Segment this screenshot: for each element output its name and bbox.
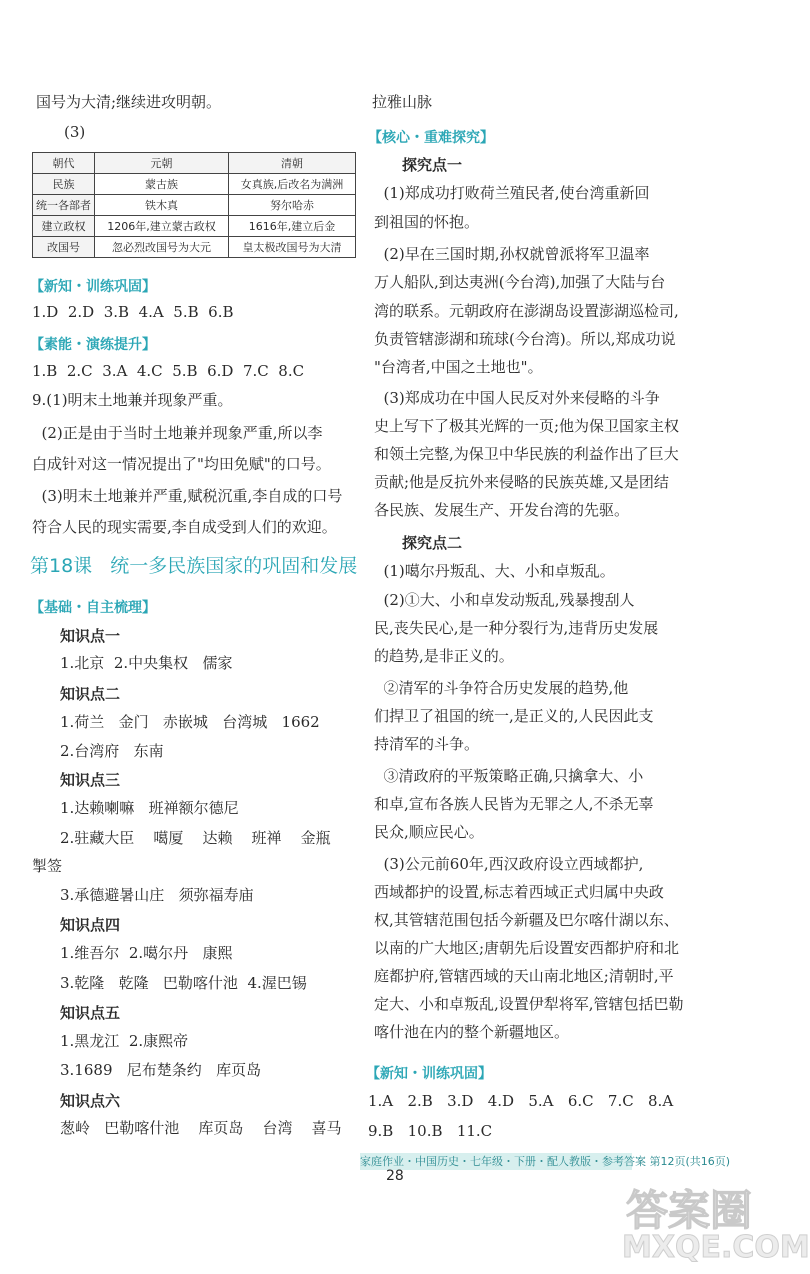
probe-line: 民,丧失民心,是一种分裂行为,违背历史发展 (374, 619, 659, 637)
kp-line: 1.维吾尔 2.噶尔丹 康熙 (60, 944, 233, 962)
probe-line: 各民族、发展生产、开发台湾的先驱。 (374, 501, 630, 519)
probe-line: 史上写下了极其光辉的一页;他为保卫国家主权 (374, 417, 680, 435)
probe-line: (3)公元前60年,西汉政府设立西域都护, (374, 855, 644, 873)
probe-line: 定大、小和卓叛乱,设置伊犁将军,管辖包括巴勒 (374, 995, 684, 1013)
kp-title: 知识点四 (60, 916, 121, 934)
q3-label: (3) (64, 123, 86, 141)
table-cell: 努尔哈赤 (228, 195, 355, 216)
probe-line: ③清政府的平叛策略正确,只擒拿大、小 (374, 767, 644, 785)
watermark-logo-text: 答案圈 (626, 1186, 753, 1235)
probe-line: (1)噶尔丹叛乱、大、小和卓叛乱。 (374, 562, 615, 580)
page-number: 28 (386, 1168, 404, 1184)
probe-line: 喀什池在内的整个新疆地区。 (374, 1023, 570, 1041)
lesson-title: 第18课 统一多民族国家的巩固和发展 (30, 555, 358, 577)
probe-line: 和领土完整,为保卫中华民族的利益作出了巨大 (374, 445, 679, 463)
kp-line: 2.驻藏大臣 噶厦 达赖 班禅 金瓶 (60, 829, 331, 847)
probe-line: (3)郑成功在中国人民反对外来侵略的斗争 (374, 389, 660, 407)
probe-line: 万人船队,到达夷洲(今台湾),加强了大陆与台 (374, 273, 666, 291)
kp-line: 1.北京 2.中央集权 儒家 (60, 654, 233, 672)
table-row (33, 237, 356, 258)
probe-line: 贡献;他是反抗外来侵略的民族英雄,又是团结 (374, 473, 669, 491)
table-cell: 铁木真 (95, 195, 229, 216)
kp-title: 知识点二 (60, 685, 121, 703)
kp-title: 知识点六 (60, 1092, 121, 1110)
top-line: 拉雅山脉 (372, 93, 433, 111)
table-row (33, 195, 356, 216)
kp-line: 1.荷兰 金门 赤嵌城 台湾城 1662 (60, 713, 320, 731)
kp-title: 知识点一 (60, 627, 121, 645)
table-header-cell: 朝代 (33, 153, 95, 174)
comparison-table (32, 152, 356, 258)
table-cell: 皇太极改国号为大清 (228, 237, 355, 258)
page-footer: 家庭作业・中国历史・七年级・下册・配人教版・参考答案 第12页(共16页) (360, 1155, 731, 1168)
answers-line: 1.A 2.B 3.D 4.D 5.A 6.C 7.C 8.A (368, 1092, 674, 1110)
kp-line: 1.黑龙江 2.康熙帝 (60, 1032, 189, 1050)
probe-line: (1)郑成功打败荷兰殖民者,使台湾重新回 (374, 184, 650, 202)
probe-title: 探究点一 (402, 156, 463, 174)
table-cell: 蒙古族 (95, 174, 229, 195)
probe-line: (2)①大、小和卓发动叛乱,残暴搜刮人 (374, 591, 635, 609)
kp-line: 葱岭 巴勒喀什池 库页岛 台湾 喜马 (60, 1119, 342, 1137)
q9-line: 9.(1)明末土地兼并现象严重。 (32, 391, 233, 409)
probe-line: 庭都护府,管辖西域的天山南北地区;清朝时,平 (374, 967, 674, 985)
watermark-logo (618, 1178, 810, 1268)
table-cell: 建立政权 (33, 216, 95, 237)
probe-title: 探究点二 (402, 534, 463, 552)
table-cell: 忽必烈改国号为大元 (95, 237, 229, 258)
section-title-suneng: 【素能・演练提升】 (30, 337, 156, 353)
kp-title: 知识点五 (60, 1004, 121, 1022)
probe-line: 们捍卫了祖国的统一,是正义的,人民因此支 (374, 707, 654, 725)
answers-line: 9.B 10.B 11.C (368, 1122, 493, 1140)
probe-line: "台湾者,中国之土地也"。 (374, 358, 543, 376)
probe-line: 权,其管辖范围包括今新疆及巴尔喀什湖以东、 (374, 911, 679, 929)
answers-xinzhi: 1.D 2.D 3.B 4.A 5.B 6.B (32, 303, 234, 321)
table-cell: 女真族,后改名为满洲 (228, 174, 355, 195)
probe-line: 持清军的斗争。 (374, 735, 480, 753)
probe-line: 湾的联系。元朝政府在澎湖岛设置澎湖巡检司, (374, 302, 679, 320)
kp-line: 掣签 (32, 857, 63, 875)
probe-line: 和卓,宣布各族人民皆为无罪之人,不杀无辜 (374, 795, 654, 813)
section-title-jichu: 【基础・自主梳理】 (30, 600, 156, 616)
section-title-xinzhi: 【新知・训练巩固】 (30, 279, 156, 295)
table-header-row (33, 153, 356, 174)
table-header-cell: 清朝 (228, 153, 355, 174)
table-header-cell: 元朝 (95, 153, 229, 174)
q9-line: 白成针对这一情况提出了"均田免赋"的口号。 (32, 455, 331, 473)
watermark-url: MXQE.COM (622, 1230, 810, 1265)
table-cell: 1616年,建立后金 (228, 216, 355, 237)
kp-line: 2.台湾府 东南 (60, 742, 164, 760)
probe-line: ②清军的斗争符合历史发展的趋势,他 (374, 679, 629, 697)
answers-suneng: 1.B 2.C 3.A 4.C 5.B 6.D 7.C 8.C (32, 362, 305, 380)
table-cell: 民族 (33, 174, 95, 195)
probe-line: 负责管辖澎湖和琉球(今台湾)。所以,郑成功说 (374, 330, 676, 348)
table-row (33, 216, 356, 237)
table-cell: 改国号 (33, 237, 95, 258)
intro-line: 国号为大清;继续进攻明朝。 (36, 93, 222, 111)
kp-line: 3.承德避暑山庄 须弥福寿庙 (60, 886, 254, 904)
probe-line: (2)早在三国时期,孙权就曾派将军卫温率 (374, 245, 650, 263)
probe-line: 到祖国的怀抱。 (374, 213, 480, 231)
probe-line: 以南的广大地区;唐朝先后设置安西都护府和北 (374, 939, 680, 957)
kp-line: 3.乾隆 乾隆 巴勒喀什池 4.渥巴锡 (60, 974, 307, 992)
table-cell: 1206年,建立蒙古政权 (95, 216, 229, 237)
kp-line: 3.1689 尼布楚条约 库页岛 (60, 1061, 262, 1079)
kp-title: 知识点三 (60, 771, 121, 789)
table-cell: 统一各部者 (33, 195, 95, 216)
section-title-xinzhi-2: 【新知・训练巩固】 (366, 1066, 492, 1082)
q9-line: (2)正是由于当时土地兼并现象严重,所以李 (32, 424, 323, 442)
section-title-hexin: 【核心・重难探究】 (368, 130, 494, 146)
probe-line: 的趋势,是非正义的。 (374, 647, 514, 665)
probe-line: 西域都护的设置,标志着西域正式归属中央政 (374, 883, 664, 901)
q9-line: (3)明末土地兼并严重,赋税沉重,李自成的口号 (32, 487, 343, 505)
probe-line: 民众,顺应民心。 (374, 823, 484, 841)
q9-line: 符合人民的现实需要,李自成受到人们的欢迎。 (32, 518, 337, 536)
table-row (33, 174, 356, 195)
kp-line: 1.达赖喇嘛 班禅额尔德尼 (60, 799, 239, 817)
